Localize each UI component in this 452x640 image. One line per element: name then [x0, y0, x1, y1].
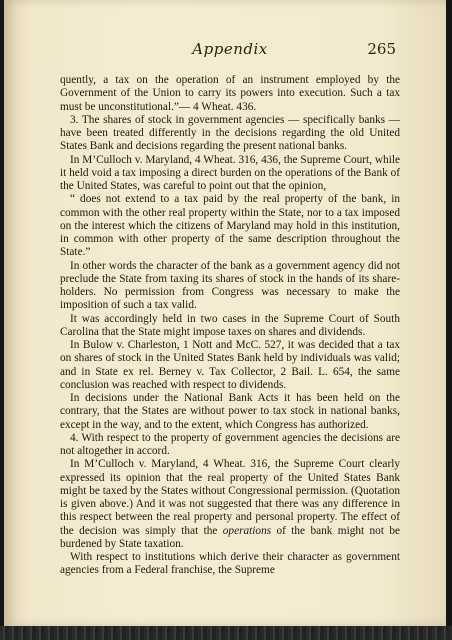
page-header [60, 40, 400, 64]
paragraph-text-after: of the bank might not be burdened by State taxation. [60, 524, 400, 550]
page-body-text [60, 74, 400, 578]
paragraph-7 [60, 339, 400, 392]
paragraph-text: In M’Culloch v. Maryland, 4 Wheat. 316, the Supreme Court clearly expressed its opinion that the real property of the United States Bank might be taxed by the States without Congressional permission. (Quotation is given above.) And it was not suggested that there was any difference in this respect between the real property and personal property. The effect of the decision was simply that the [60, 458, 400, 537]
paragraph-text: 4. With respect to the property of government agencies the decisions are not altogether in accord. [60, 431, 400, 457]
paragraph-10 [60, 458, 400, 551]
paragraph-text: In decisions under the National Bank Acts it has been held on the contrary, that the States are without power to tax stock in national banks, except in the way, and to the extent, which Congress has authorized. [60, 392, 400, 431]
paragraph-2 [60, 114, 400, 154]
paragraph-text: “ does not extend to a tax paid by the real property of the bank, in common with the other real property within the State, nor to a tax imposed on the interest which the citizens of Maryland may hold in this institution, in common with other property of the same description throughout the State.” [60, 193, 400, 259]
paragraph-text: In M’Culloch v. Maryland, 4 Wheat. 316, 436, the Supreme Court, while it held void a tax imposing a direct burden on the operations of the Bank of the United States, was careful to point out that the opinion, [60, 153, 400, 192]
paragraph-3 [60, 154, 400, 194]
paragraph-italic-word: operations [222, 524, 272, 537]
paragraph-1 [60, 74, 400, 114]
paragraph-text: 3. The shares of stock in government agencies — specifically banks — have been treated differently in the decisions regarding the old United States Bank and decisions regarding the present national banks. [60, 113, 400, 153]
paragraph-11 [60, 551, 400, 578]
paragraph-5 [60, 260, 400, 313]
scan-bottom-edge [0, 626, 452, 640]
paragraph-4-quotation [60, 193, 400, 259]
paragraph-8 [60, 392, 400, 432]
paragraph-text: quently, a tax on the operation of an instrument employed by the Government of the Union to carry its powers into execution. Such a tax must be unconstitutional.”— 4 Wheat. 436. [60, 74, 400, 113]
running-title: Appendix [192, 40, 268, 58]
page-number: 265 [367, 40, 396, 58]
paragraph-text: In Bulow v. Charleston, 1 Nott and McC. 527, it was decided that a tax on shares of stock in the United States Bank held by individuals was valid; and in State ex rel. Berney v. Tax Collector, 2 Bail. L. 654, the same conclusion was reached with respect to dividends. [60, 339, 400, 391]
paragraph-text: With respect to institutions which derive their character as government agencies from a Federal franchise, the Supreme [60, 551, 400, 577]
paragraph-6 [60, 313, 400, 340]
paragraph-9 [60, 432, 400, 459]
paragraph-text: It was accordingly held in two cases in the Supreme Court of South Carolina that the State might impose taxes on shares and dividends. [60, 312, 400, 338]
paragraph-text: In other words the character of the bank as a government agency did not preclude the State from taxing its shares of stock in the hands of its share-holders. No permission from Congress was necessary to make the imposition of such a tax valid. [60, 259, 400, 312]
